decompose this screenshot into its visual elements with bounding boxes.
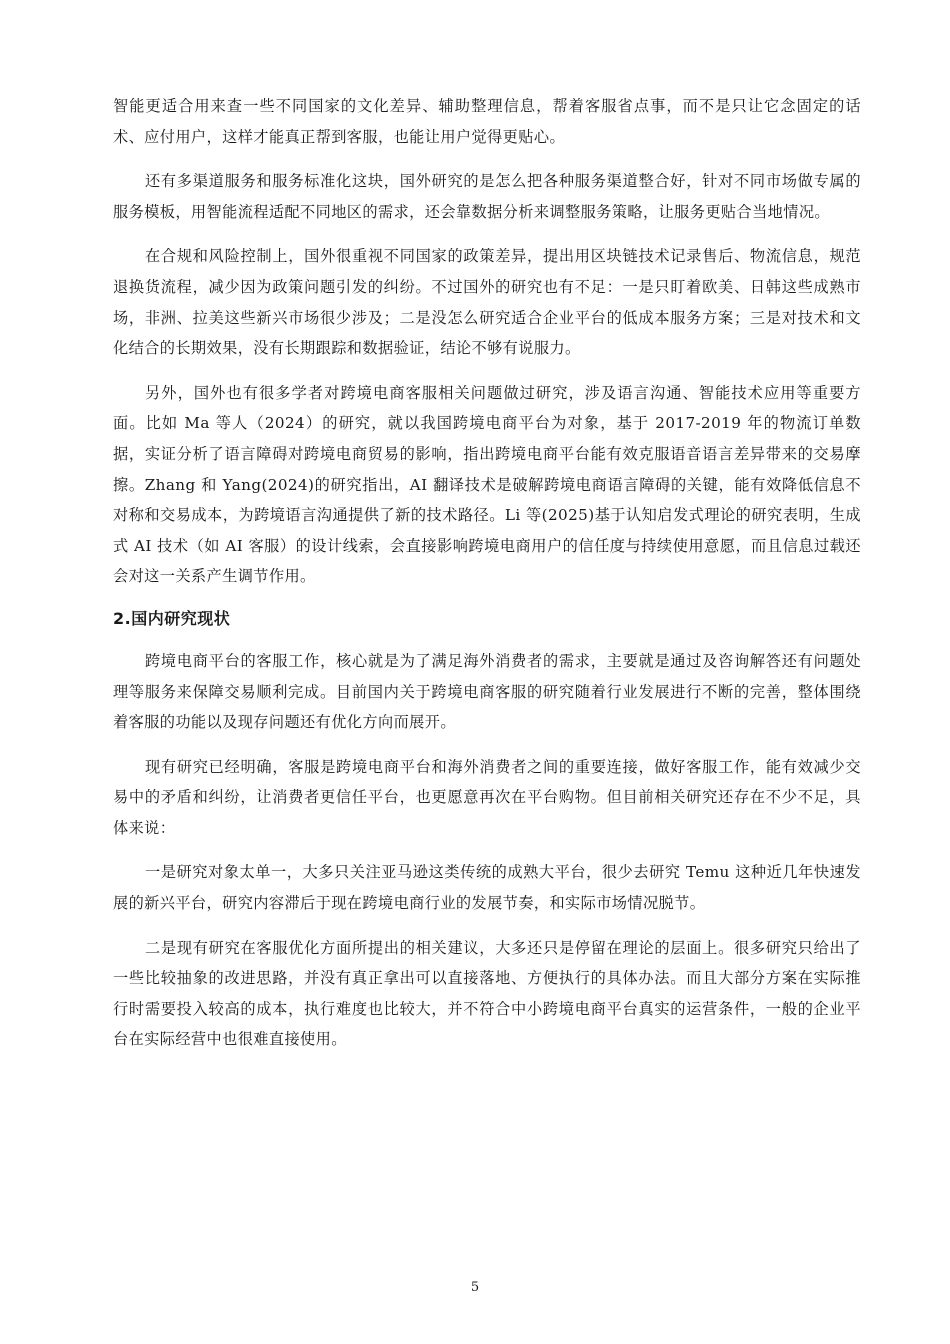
- paragraph-point-one: 一是研究对象太单一，大多只关注亚马逊这类传统的成熟大平台，很少去研究 Temu 这种近几年快速发展的新兴平台，研究内容滞后于现在跨境电商行业的发展节奏，和实际市场情况脱节。: [113, 863, 861, 913]
- paragraph-domestic-overview: 跨境电商平台的客服工作，核心就是为了满足海外消费者的需求，主要就是通过及咨询解答还有问题处理等服务来保障交易顺利完成。目前国内关于跨境电商客服的研究随着行业发展进行不断的完善，整体围绕着客服的功能以及现存问题还有优化方向而展开。: [113, 651, 861, 732]
- page-body: [113, 91, 861, 1069]
- section-heading: 2.国内研究现状: [113, 608, 231, 628]
- paragraph-foreign-scholars: 另外，国外也有很多学者对跨境电商客服相关问题做过研究，涉及语言沟通、智能技术应用等重要方面。比如 Ma 等人（2024）的研究，就以我国跨境电商平台为对象，基于 2017-2019 年的物流订单数据，实证分析了语言障碍对跨境电商贸易的影响，指出跨境电商平台能有效克服语音语言差异带来的交易摩擦。Zhang 和 Yang(2024)的研究指出，AI 翻译技术是破解跨境电商语言障碍的关键，能有效降低信息不对称和交易成本，为跨境语言沟通提供了新的技术路径。Li 等(2025)基于认知启发式理论的研究表明，生成式 AI 技术（如 AI 客服）的设计线索，会直接影响跨境电商用户的信任度与持续使用意愿，而且信息过载还会对这一关系产生调节作用。: [113, 383, 861, 586]
- paragraph-existing-research: 现有研究已经明确，客服是跨境电商平台和海外消费者之间的重要连接，做好客服工作，能有效减少交易中的矛盾和纠纷，让消费者更信任平台，也更愿意再次在平台购物。但目前相关研究还存在不少不足，具体来说：: [113, 757, 861, 837]
- page-number: 5: [470, 1280, 480, 1295]
- paragraph-multichannel-service: 还有多渠道服务和服务标准化这块，国外研究的是怎么把各种服务渠道整合好，针对不同市场做专属的服务模板，用智能流程适配不同地区的需求，还会靠数据分析来调整服务策略，让服务更贴合当地情况。: [113, 172, 861, 221]
- paragraph-compliance-risk: 在合规和风险控制上，国外很重视不同国家的政策差异，提出用区块链技术记录售后、物流信息，规范退换货流程，减少因为政策问题引发的纠纷。不过国外的研究也有不足：一是只盯着欧美、日韩这些成熟市场，非洲、拉美这些新兴市场很少涉及；二是没怎么研究适合企业平台的低成本服务方案；三是对技术和文化结合的长期效果，没有长期跟踪和数据验证，结论不够有说服力。: [113, 247, 861, 358]
- paragraph-point-two: 二是现有研究在客服优化方面所提出的相关建议，大多还只是停留在理论的层面上。很多研究只给出了一些比较抽象的改进思路，并没有真正拿出可以直接落地、方便执行的具体办法。而且大部分方案在实际推行时需要投入较高的成本，执行难度也比较大，并不符合中小跨境电商平台真实的运营条件，一般的企业平台在实际经营中也很难直接使用。: [113, 938, 861, 1049]
- paragraph-continued: 智能更适合用来查一些不同国家的文化差异、辅助整理信息，帮着客服省点事，而不是只让它念固定的话术、应付用户，这样才能真正帮到客服，也能让用户觉得更贴心。: [113, 97, 861, 146]
